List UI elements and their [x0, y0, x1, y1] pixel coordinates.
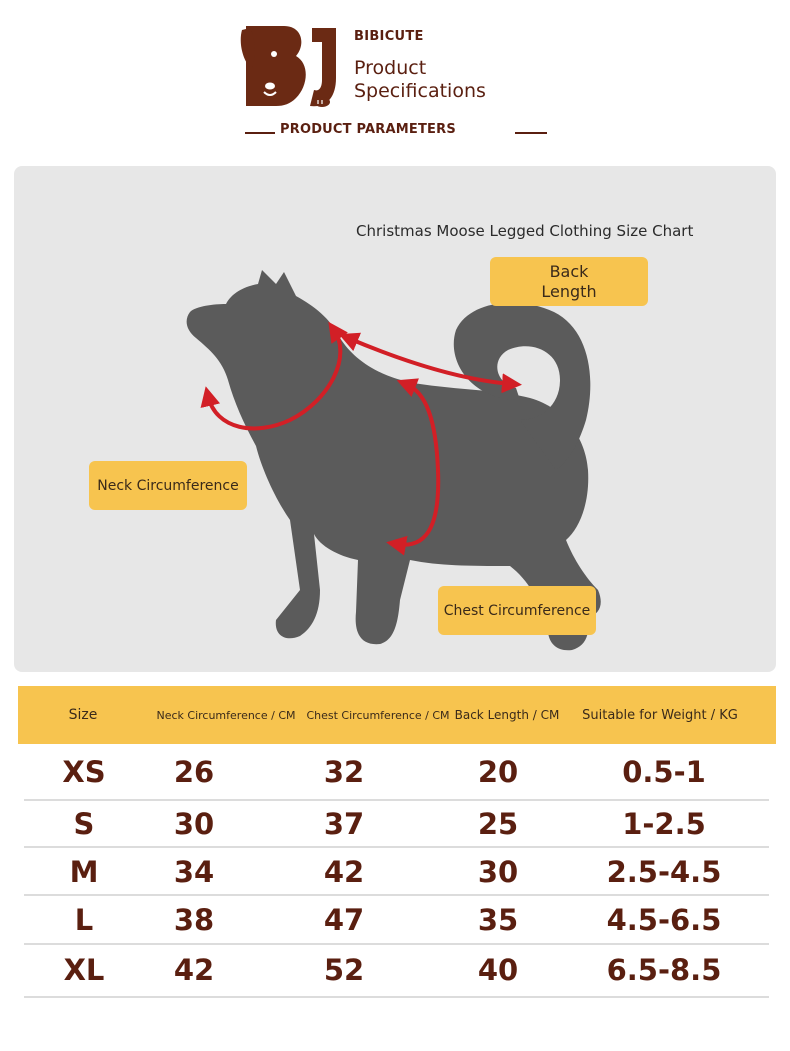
cell-weight: 0.5-1 [622, 755, 706, 789]
row-divider [24, 996, 769, 998]
column-header-neck: Neck Circumference / CM [156, 708, 296, 722]
back-length-label-line1: Back [549, 261, 589, 281]
table-row [24, 896, 769, 944]
neck-circumference-label: Neck Circumference [89, 461, 247, 510]
back-length-label-line2: Length [541, 281, 597, 301]
cell-neck: 30 [173, 807, 215, 841]
table-row [24, 848, 769, 896]
brand-name: BIBICUTE [354, 29, 424, 44]
cell-back: 30 [477, 855, 519, 889]
column-header-chest: Chest Circumference / CM [306, 708, 450, 722]
table-row [24, 748, 769, 796]
page-title-line2: Specifications [354, 80, 486, 102]
cell-neck: 26 [173, 755, 215, 789]
cell-chest: 37 [323, 807, 365, 841]
column-header-back: Back Length / CM [454, 708, 560, 722]
back-length-label [490, 257, 648, 306]
column-header-weight: Suitable for Weight / KG [582, 707, 738, 723]
cell-weight: 4.5-6.5 [606, 903, 722, 937]
row-divider [24, 943, 769, 945]
section-label: PRODUCT PARAMETERS [280, 122, 456, 137]
cell-weight: 1-2.5 [622, 807, 706, 841]
cell-chest: 32 [323, 755, 365, 789]
cell-neck: 38 [173, 903, 215, 937]
cell-back: 35 [477, 903, 519, 937]
table-row [24, 946, 769, 994]
cell-chest: 52 [323, 953, 365, 987]
page-title-line1: Product [354, 57, 427, 79]
cell-neck: 42 [173, 953, 215, 987]
chest-circumference-label: Chest Circumference [438, 586, 596, 635]
diagram-title: Christmas Moose Legged Clothing Size Chart [356, 222, 694, 240]
cell-neck: 34 [173, 855, 215, 889]
table-header [18, 686, 776, 744]
cell-size: L [74, 903, 94, 937]
cell-size: XL [63, 953, 105, 987]
cell-size: XS [62, 755, 106, 789]
cell-size: S [73, 807, 95, 841]
cell-back: 25 [477, 807, 519, 841]
cell-back: 20 [477, 755, 519, 789]
cell-back: 40 [477, 953, 519, 987]
cell-size: M [69, 855, 99, 889]
cell-weight: 2.5-4.5 [606, 855, 722, 889]
column-header-size: Size [68, 707, 98, 723]
cell-chest: 42 [323, 855, 365, 889]
table-row [24, 800, 769, 848]
cell-chest: 47 [323, 903, 365, 937]
cell-weight: 6.5-8.5 [606, 953, 722, 987]
